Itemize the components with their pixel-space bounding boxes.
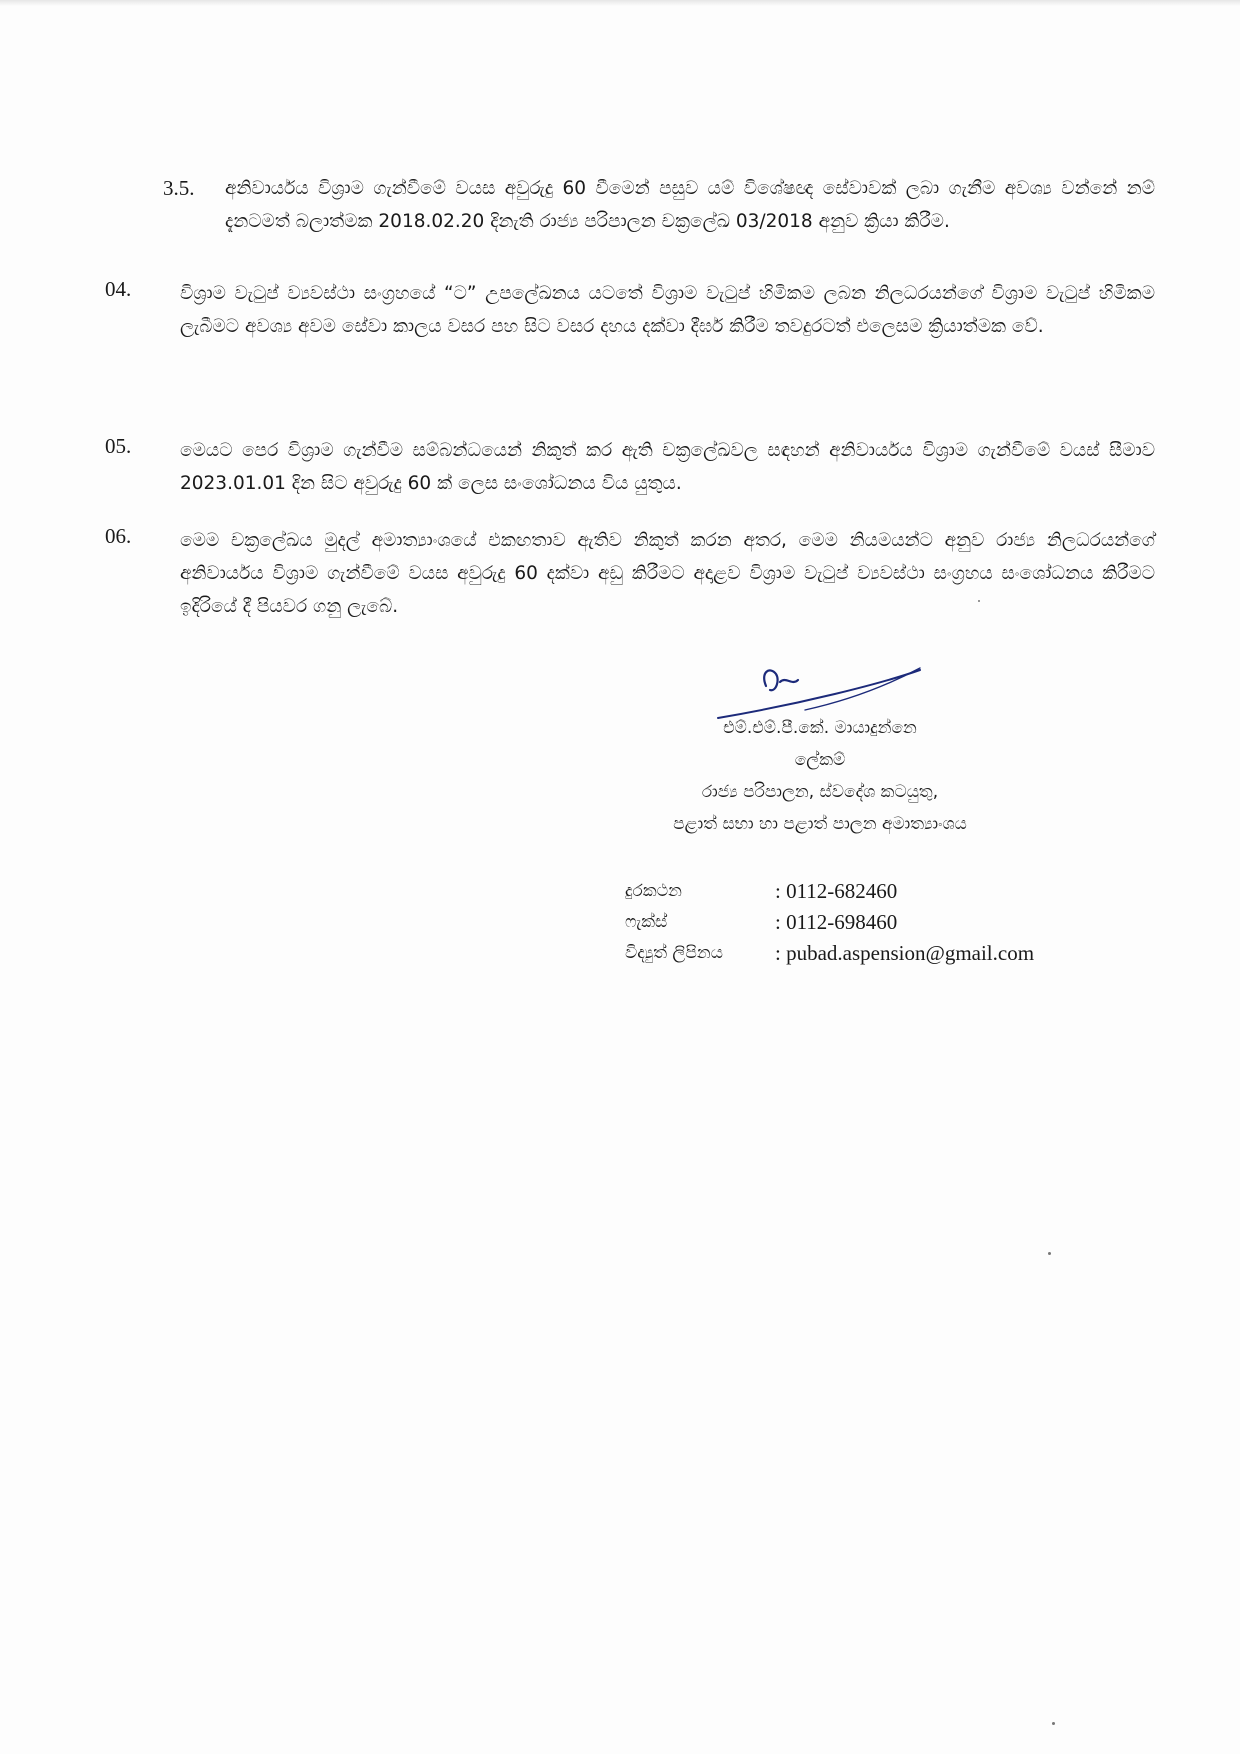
paragraph-number-05: 05. (105, 434, 132, 458)
contact-fax (625, 907, 1145, 937)
signatory-ministry-line-2: පළාත් සභා හා පළාත් පාලන අමාත්‍යාංශය (673, 814, 967, 834)
paragraph-text: මෙම චක්‍රලේඛය මුදල් අමාත්‍යාංශයේ එකඟතාව ඇතිව නිකුත් කරන අතර, මෙම නියමයන්ට අනුව රාජ්‍ය නිලධරයන්ගේ අනිවාර්යය විශ්‍රාම ගැන්වීමේ වයස අවුරුදු 60 දක්වා අඩු කිරීමට අදාළව විශ්‍රාම වැටුප් ව්‍යවස්ථා සංග්‍රහය සංශෝධනය කිරීමට ඉදිරියේ දී පියවර ගනු ලැබේ. (180, 530, 1155, 617)
scan-speck (978, 600, 980, 602)
paragraph-number: 3.5. (163, 176, 195, 200)
contact-value: : 0112-698460 (775, 910, 898, 934)
scan-top-edge (0, 0, 1240, 6)
contact-value: : 0112-682460 (775, 879, 898, 903)
contact-phone (625, 876, 1145, 906)
contact-label: ෆැක්ස් (625, 912, 668, 932)
signatory-ministry-line-1: රාජ්‍ය පරිපාලන, ස්වදේශ කටයුතු, (701, 782, 939, 802)
signatory-title: ලේකම් (794, 750, 846, 770)
signature-mark (620, 660, 1040, 720)
paragraph-text: විශ්‍රාම වැටුප් ව්‍යවස්ථා සංග්‍රහයේ “ට” උපලේඛනය යටතේ විශ්‍රාම වැටුප් හිමිකම ලබන නිලධරයන්ගේ විශ්‍රාම වැටුප් හිමිකම ලැබීමට අවශ්‍ය අවම සේවා කාලය වසර පහ සිට වසර දහය දක්වා දීර්ඝ කිරීම තවදුරටත් එලෙසම ක්‍රියාත්මක වේ. (180, 283, 1155, 337)
signatory-name: එම්.එම්.පී.කේ. මායාදුන්නෙ (723, 718, 917, 738)
contact-email (625, 938, 1145, 968)
paragraph-05 (180, 434, 1155, 500)
paragraph-number-06: 06. (105, 524, 132, 548)
paragraph-text: මෙයට පෙර විශ්‍රාම ගැන්වීම සම්බන්ධයෙන් නිකුත් කර ඇති චක්‍රලේඛවල සඳහන් අනිවාර්යය විශ්‍රාම ගැන්වීමේ වයස් සීමාව 2023.01.01 දින සිට අවුරුදු 60 ක් ලෙස සංශෝධනය විය යුතුය. (180, 440, 1155, 494)
signature (620, 660, 1040, 720)
contact-value: : pubad.aspension@gmail.com (775, 941, 1035, 965)
paragraph-number-04: 04. (105, 277, 132, 301)
scan-speck (1048, 1252, 1051, 1255)
contact-label: දුරකථන (625, 881, 682, 901)
paragraph-04 (180, 277, 1155, 343)
scan-speck (1052, 1722, 1055, 1725)
paragraph-3-5 (163, 172, 1155, 238)
paragraph-06 (180, 524, 1155, 623)
contact-label: විද්‍යුත් ලිපිනය (625, 943, 723, 963)
paragraph-text: අනිවාර්යය විශ්‍රාම ගැන්වීමේ වයස අවුරුදු 60 වීමෙන් පසුව යම් විශේෂඥ සේවාවක් ලබා ගැනීම අවශ්‍ය වන්නේ නම් දැනටමත් බලාත්මක 2018.02.20 දිනැති රාජ්‍ය පරිපාලන චක්‍රලේඛ 03/2018 අනුව ක්‍රියා කිරීම. (225, 178, 1155, 232)
